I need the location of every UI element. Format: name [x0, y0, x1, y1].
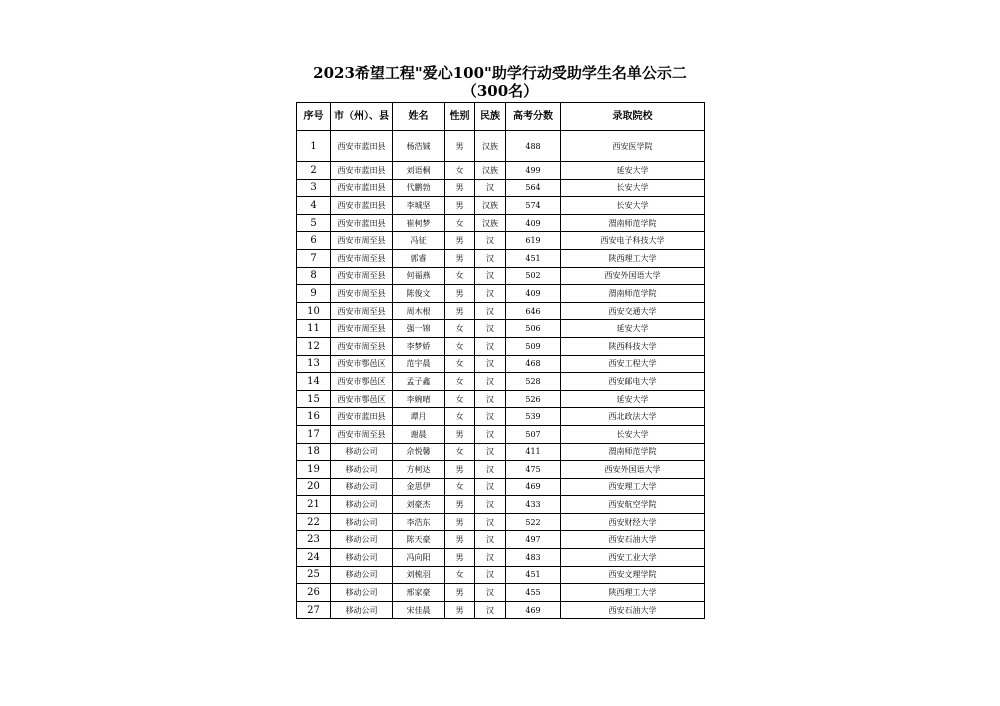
- cell-gender: 男: [445, 249, 475, 267]
- cell-gender: 女: [445, 337, 475, 355]
- cell-college: 长安大学: [561, 197, 705, 215]
- table-row: [297, 355, 705, 373]
- cell-index: 2: [297, 162, 331, 180]
- cell-gender: 男: [445, 513, 475, 531]
- column-header-region: 市（州）、县: [331, 103, 393, 131]
- cell-index: 14: [297, 373, 331, 391]
- cell-name: 孟子鑫: [393, 373, 445, 391]
- cell-score: 564: [506, 179, 561, 197]
- cell-college: 西安医学院: [561, 131, 705, 162]
- cell-ethnicity: 汉: [475, 285, 506, 303]
- cell-name: 谭月: [393, 408, 445, 426]
- cell-name: 谢晨: [393, 425, 445, 443]
- cell-score: 619: [506, 232, 561, 250]
- cell-college: 延安大学: [561, 390, 705, 408]
- cell-name: 崔柯梦: [393, 214, 445, 232]
- cell-ethnicity: 汉: [475, 549, 506, 567]
- cell-index: 20: [297, 478, 331, 496]
- cell-region: 西安市周至县: [331, 302, 393, 320]
- cell-ethnicity: 汉: [475, 513, 506, 531]
- cell-gender: 男: [445, 461, 475, 479]
- cell-region: 西安市鄠邑区: [331, 390, 393, 408]
- cell-gender: 女: [445, 566, 475, 584]
- cell-gender: 女: [445, 373, 475, 391]
- cell-college: 西安电子科技大学: [561, 232, 705, 250]
- cell-gender: 女: [445, 478, 475, 496]
- cell-ethnicity: 汉: [475, 443, 506, 461]
- cell-gender: 男: [445, 197, 475, 215]
- cell-name: 方柯达: [393, 461, 445, 479]
- cell-ethnicity: 汉: [475, 232, 506, 250]
- table-row: [297, 531, 705, 549]
- cell-score: 526: [506, 390, 561, 408]
- cell-score: 409: [506, 285, 561, 303]
- cell-region: 西安市鄠邑区: [331, 355, 393, 373]
- cell-ethnicity: 汉: [475, 601, 506, 619]
- table-row: [297, 513, 705, 531]
- cell-index: 4: [297, 197, 331, 215]
- cell-name: 宋佳晨: [393, 601, 445, 619]
- cell-ethnicity: 汉: [475, 373, 506, 391]
- cell-region: 西安市蓝田县: [331, 197, 393, 215]
- cell-score: 469: [506, 478, 561, 496]
- cell-ethnicity: 汉: [475, 179, 506, 197]
- cell-name: 何福燕: [393, 267, 445, 285]
- table-header-row: [297, 103, 705, 131]
- cell-score: 646: [506, 302, 561, 320]
- cell-college: 西安外国语大学: [561, 461, 705, 479]
- table-row: [297, 214, 705, 232]
- cell-score: 497: [506, 531, 561, 549]
- cell-index: 12: [297, 337, 331, 355]
- cell-name: 郭睿: [393, 249, 445, 267]
- cell-college: 陕西理工大学: [561, 584, 705, 602]
- table-row: [297, 302, 705, 320]
- cell-college: 西安交通大学: [561, 302, 705, 320]
- cell-gender: 女: [445, 267, 475, 285]
- cell-region: 西安市蓝田县: [331, 408, 393, 426]
- cell-college: 西安航空学院: [561, 496, 705, 514]
- cell-region: 移动公司: [331, 549, 393, 567]
- cell-ethnicity: 汉族: [475, 131, 506, 162]
- cell-index: 16: [297, 408, 331, 426]
- cell-college: 长安大学: [561, 179, 705, 197]
- column-header-college: 录取院校: [561, 103, 705, 131]
- table-body: [297, 131, 705, 619]
- cell-score: 574: [506, 197, 561, 215]
- cell-region: 西安市周至县: [331, 232, 393, 250]
- cell-ethnicity: 汉: [475, 267, 506, 285]
- cell-region: 西安市蓝田县: [331, 131, 393, 162]
- cell-region: 移动公司: [331, 478, 393, 496]
- cell-score: 468: [506, 355, 561, 373]
- cell-score: 409: [506, 214, 561, 232]
- cell-index: 3: [297, 179, 331, 197]
- cell-region: 西安市周至县: [331, 337, 393, 355]
- cell-index: 7: [297, 249, 331, 267]
- cell-name: 李城坚: [393, 197, 445, 215]
- cell-gender: 男: [445, 179, 475, 197]
- cell-index: 6: [297, 232, 331, 250]
- cell-ethnicity: 汉: [475, 478, 506, 496]
- cell-college: 西安石油大学: [561, 531, 705, 549]
- column-header-ethnicity: 民族: [475, 103, 506, 131]
- cell-college: 渭南师范学院: [561, 285, 705, 303]
- cell-gender: 男: [445, 496, 475, 514]
- cell-name: 代鹏勃: [393, 179, 445, 197]
- cell-index: 5: [297, 214, 331, 232]
- cell-region: 移动公司: [331, 496, 393, 514]
- cell-ethnicity: 汉: [475, 390, 506, 408]
- cell-ethnicity: 汉: [475, 566, 506, 584]
- table-row: [297, 267, 705, 285]
- cell-region: 西安市蓝田县: [331, 214, 393, 232]
- cell-region: 西安市周至县: [331, 249, 393, 267]
- cell-ethnicity: 汉: [475, 337, 506, 355]
- cell-college: 西安外国语大学: [561, 267, 705, 285]
- cell-score: 488: [506, 131, 561, 162]
- cell-college: 西安财经大学: [561, 513, 705, 531]
- cell-index: 21: [297, 496, 331, 514]
- table-row: [297, 373, 705, 391]
- cell-score: 451: [506, 566, 561, 584]
- column-header-name: 姓名: [393, 103, 445, 131]
- cell-gender: 女: [445, 443, 475, 461]
- cell-ethnicity: 汉: [475, 355, 506, 373]
- cell-gender: 男: [445, 232, 475, 250]
- cell-index: 26: [297, 584, 331, 602]
- table-row: [297, 337, 705, 355]
- cell-ethnicity: 汉族: [475, 214, 506, 232]
- cell-name: 刘梳羽: [393, 566, 445, 584]
- table-row: [297, 131, 705, 162]
- cell-region: 西安市周至县: [331, 285, 393, 303]
- cell-index: 9: [297, 285, 331, 303]
- table-row: [297, 179, 705, 197]
- cell-region: 移动公司: [331, 584, 393, 602]
- cell-region: 西安市周至县: [331, 267, 393, 285]
- document-title: 2023希望工程"爱心100"助学行动受助学生名单公示二: [313, 64, 687, 82]
- cell-index: 13: [297, 355, 331, 373]
- cell-index: 10: [297, 302, 331, 320]
- cell-score: 475: [506, 461, 561, 479]
- cell-gender: 男: [445, 601, 475, 619]
- table-row: [297, 601, 705, 619]
- cell-name: 李浩东: [393, 513, 445, 531]
- cell-college: 延安大学: [561, 320, 705, 338]
- cell-score: 455: [506, 584, 561, 602]
- cell-name: 金思伊: [393, 478, 445, 496]
- cell-region: 移动公司: [331, 531, 393, 549]
- cell-score: 502: [506, 267, 561, 285]
- cell-name: 杨浩铖: [393, 131, 445, 162]
- table-row: [297, 408, 705, 426]
- cell-college: 渭南师范学院: [561, 214, 705, 232]
- cell-ethnicity: 汉: [475, 249, 506, 267]
- cell-college: 西安理工大学: [561, 478, 705, 496]
- cell-ethnicity: 汉: [475, 408, 506, 426]
- cell-score: 507: [506, 425, 561, 443]
- cell-index: 22: [297, 513, 331, 531]
- cell-score: 483: [506, 549, 561, 567]
- cell-index: 27: [297, 601, 331, 619]
- cell-region: 移动公司: [331, 443, 393, 461]
- cell-gender: 男: [445, 302, 475, 320]
- cell-college: 西安文理学院: [561, 566, 705, 584]
- cell-index: 24: [297, 549, 331, 567]
- cell-name: 强一锦: [393, 320, 445, 338]
- cell-gender: 女: [445, 408, 475, 426]
- cell-gender: 男: [445, 531, 475, 549]
- cell-college: 西北政法大学: [561, 408, 705, 426]
- cell-ethnicity: 汉: [475, 425, 506, 443]
- cell-score: 506: [506, 320, 561, 338]
- cell-index: 8: [297, 267, 331, 285]
- cell-gender: 女: [445, 162, 475, 180]
- cell-score: 469: [506, 601, 561, 619]
- cell-index: 18: [297, 443, 331, 461]
- cell-ethnicity: 汉: [475, 302, 506, 320]
- cell-score: 411: [506, 443, 561, 461]
- cell-score: 499: [506, 162, 561, 180]
- cell-ethnicity: 汉族: [475, 162, 506, 180]
- cell-college: 长安大学: [561, 425, 705, 443]
- cell-region: 移动公司: [331, 461, 393, 479]
- cell-index: 23: [297, 531, 331, 549]
- table-row: [297, 549, 705, 567]
- table-row: [297, 566, 705, 584]
- cell-score: 528: [506, 373, 561, 391]
- cell-name: 佘悦馨: [393, 443, 445, 461]
- cell-name: 李梦娇: [393, 337, 445, 355]
- cell-ethnicity: 汉: [475, 320, 506, 338]
- table-row: [297, 478, 705, 496]
- student-roster-table: [296, 102, 705, 619]
- cell-gender: 男: [445, 549, 475, 567]
- cell-college: 西安工业大学: [561, 549, 705, 567]
- cell-score: 509: [506, 337, 561, 355]
- cell-index: 1: [297, 131, 331, 162]
- cell-index: 25: [297, 566, 331, 584]
- cell-ethnicity: 汉: [475, 584, 506, 602]
- cell-name: 陈俊文: [393, 285, 445, 303]
- cell-college: 渭南师范学院: [561, 443, 705, 461]
- cell-ethnicity: 汉: [475, 461, 506, 479]
- table-row: [297, 249, 705, 267]
- cell-college: 西安邮电大学: [561, 373, 705, 391]
- cell-ethnicity: 汉: [475, 531, 506, 549]
- cell-ethnicity: 汉: [475, 496, 506, 514]
- cell-name: 陈天豪: [393, 531, 445, 549]
- column-header-gender: 性别: [445, 103, 475, 131]
- cell-region: 移动公司: [331, 601, 393, 619]
- cell-college: 西安工程大学: [561, 355, 705, 373]
- cell-region: 西安市周至县: [331, 320, 393, 338]
- cell-ethnicity: 汉族: [475, 197, 506, 215]
- cell-name: 冯向阳: [393, 549, 445, 567]
- cell-name: 刘语桐: [393, 162, 445, 180]
- cell-index: 17: [297, 425, 331, 443]
- cell-college: 延安大学: [561, 162, 705, 180]
- table-row: [297, 496, 705, 514]
- cell-college: 陕西理工大学: [561, 249, 705, 267]
- cell-index: 11: [297, 320, 331, 338]
- cell-score: 451: [506, 249, 561, 267]
- cell-region: 西安市蓝田县: [331, 162, 393, 180]
- cell-gender: 女: [445, 390, 475, 408]
- cell-gender: 男: [445, 131, 475, 162]
- table-row: [297, 584, 705, 602]
- cell-gender: 男: [445, 425, 475, 443]
- cell-college: 陕西科技大学: [561, 337, 705, 355]
- cell-score: 433: [506, 496, 561, 514]
- document-subtitle-count: （300名）: [461, 82, 539, 100]
- cell-gender: 女: [445, 355, 475, 373]
- cell-region: 西安市蓝田县: [331, 179, 393, 197]
- cell-region: 移动公司: [331, 566, 393, 584]
- cell-gender: 女: [445, 214, 475, 232]
- table-row: [297, 285, 705, 303]
- cell-name: 周木根: [393, 302, 445, 320]
- cell-name: 邢家豪: [393, 584, 445, 602]
- cell-name: 刘豪杰: [393, 496, 445, 514]
- table-row: [297, 232, 705, 250]
- table-row: [297, 162, 705, 180]
- cell-college: 西安石油大学: [561, 601, 705, 619]
- cell-region: 西安市周至县: [331, 425, 393, 443]
- cell-index: 15: [297, 390, 331, 408]
- cell-gender: 女: [445, 320, 475, 338]
- column-header-score: 高考分数: [506, 103, 561, 131]
- cell-score: 539: [506, 408, 561, 426]
- cell-region: 移动公司: [331, 513, 393, 531]
- cell-index: 19: [297, 461, 331, 479]
- cell-score: 522: [506, 513, 561, 531]
- table-row: [297, 425, 705, 443]
- cell-region: 西安市鄠邑区: [331, 373, 393, 391]
- cell-name: 冯征: [393, 232, 445, 250]
- table-row: [297, 443, 705, 461]
- table-row: [297, 197, 705, 215]
- table-row: [297, 461, 705, 479]
- column-header-index: 序号: [297, 103, 331, 131]
- cell-gender: 男: [445, 584, 475, 602]
- table-row: [297, 390, 705, 408]
- cell-name: 范宇晨: [393, 355, 445, 373]
- cell-name: 李婉晴: [393, 390, 445, 408]
- cell-gender: 男: [445, 285, 475, 303]
- table-row: [297, 320, 705, 338]
